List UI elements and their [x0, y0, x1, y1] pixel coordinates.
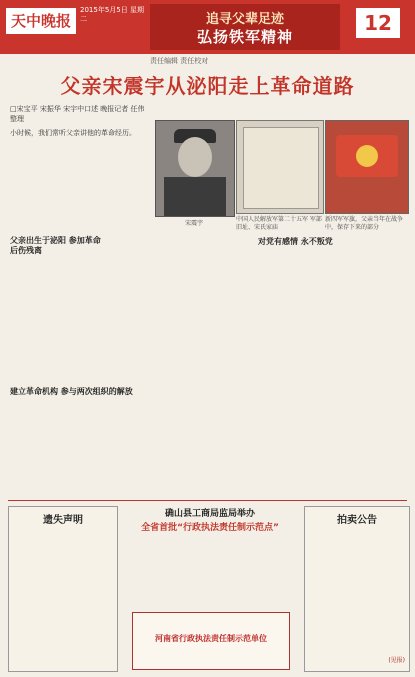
portrait-photo	[155, 120, 235, 217]
column-banner	[150, 4, 340, 50]
photo-caption-2: 中国人民解放军第二十五军 军部旧址、宋氏家庙	[236, 216, 322, 231]
article-lead: 小时候，我们常听父亲讲他的革命经历。	[10, 129, 136, 137]
lost-notice-title: 遗失声明	[43, 515, 83, 526]
mid-headline-1: 确山县工商局监局举办	[164, 509, 255, 519]
page-header	[0, 0, 415, 54]
news-box-middle	[120, 504, 300, 672]
section-heading-1: 父亲出生于泌阳 参加革命后伤残离	[10, 236, 101, 255]
photo-caption-3: 新四军军旗，父亲当年在战争中，保存下来的部分	[325, 216, 404, 231]
banner-title-line2: 弘扬铁军精神	[196, 28, 293, 46]
article-headline: 父亲宋震宇从泌阳走上革命道路	[60, 74, 355, 98]
document-photo	[236, 120, 324, 214]
section-heading-2: 对党有感情 永不叛党	[258, 237, 333, 246]
auction-stamp: (见报)	[388, 657, 405, 664]
editor-line: 责任编辑 责任校对	[150, 57, 209, 65]
page-number: 12	[356, 8, 400, 38]
plaque-text: 河南省行政执法责任制示范单位	[155, 634, 267, 643]
article-byline: □宋宝平 宋振华 宋宇中口述 晚报记者 任伟整理	[10, 105, 145, 123]
issue-date: 2015年5月5日 星期二	[80, 6, 144, 23]
section-heading-3: 建立革命机构 参与两次组织的解放	[10, 387, 133, 396]
section-divider	[8, 500, 407, 501]
award-plaque	[132, 612, 290, 670]
notice-box-right	[304, 506, 410, 672]
photo-caption-1: 宋震宇	[184, 220, 203, 227]
flag-photo	[325, 120, 409, 214]
paper-logo: 天中晚报	[6, 8, 76, 34]
notice-box-left	[8, 506, 118, 672]
mid-headline-2: 全省首批“行政执法责任制示范点”	[141, 523, 279, 533]
auction-notice-title: 拍卖公告	[337, 515, 377, 526]
banner-title-line1: 追寻父辈足迹	[205, 12, 284, 27]
